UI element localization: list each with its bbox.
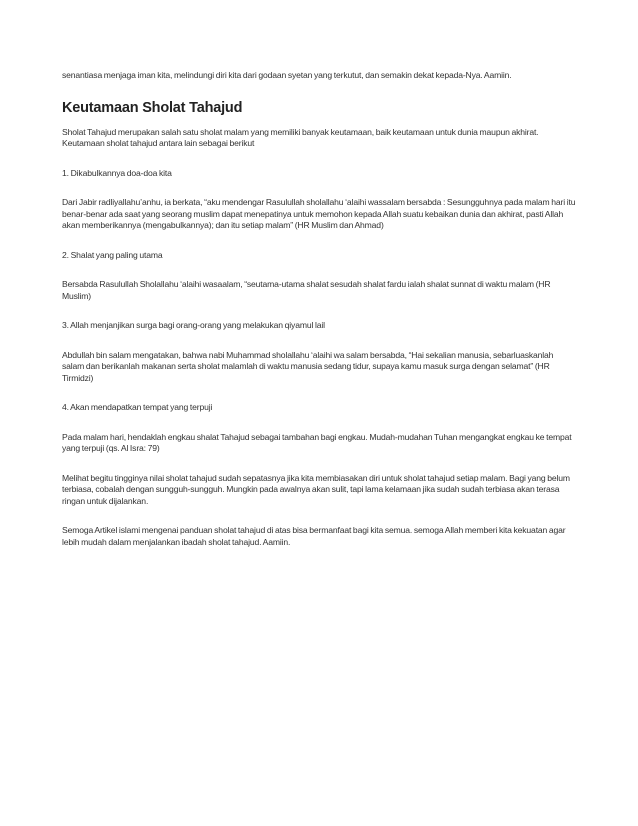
point-1-body: Dari Jabir radliyallahu’anhu, ia berkata, “aku mendengar Rasulullah sholallahu ‘alaihi wassalam bersabda : Sesungguhnya pada malam hari itu benar-benar ada saat yang seorang muslim dapat menepatinya untuk memohon kepada Allah suatu kebaikan dunia dan akhirat, pasti Allah akan memberikannya (mengabulkannya); dan itu setiap malam” (HR Muslim dan Ahmad) xyxy=(62,197,576,230)
paragraph-intro: Sholat Tahajud merupakan salah satu sholat malam yang memiliki banyak keutamaan, baik keutamaan untuk dunia maupun akhirat. Keutamaan sholat tahajud antara lain sebagai berikut xyxy=(62,126,539,148)
document-page xyxy=(62,70,576,566)
closing-paragraph: Semoga Artikel islami mengenai panduan sholat tahajud di atas bisa bermanfaat bagi kita semua. semoga Allah memberi kita kekuatan agar lebih mudah dalam menjalankan ibadah sholat tahajud. Aamiin. xyxy=(62,525,566,547)
point-1-title: 1. Dikabulkannya doa-doa kita xyxy=(62,167,172,178)
point-2-body: Bersabda Rasulullah Sholallahu ‘alaihi wasaalam, “seutama-utama shalat sesudah shalat fardu ialah shalat sunnat di waktu malam (HR Muslim) xyxy=(62,279,551,301)
point-3-title: 3. Allah menjanjikan surga bagi orang-orang yang melakukan qiyamul lail xyxy=(62,320,325,330)
point-3-body: Abdullah bin salam mengatakan, bahwa nabi Muhammad sholallahu ‘alaihi wa salam bersabda, “Hai sekalian manusia, sebarluaskanlah salam dan berikanlah makanan serta sholat malamlah di waktu manusia sedang tidur, supaya kamu masuk surga dengan selamat” (HR Tirmidzi) xyxy=(62,349,554,383)
intro-paragraph: senantiasa menjaga iman kita, melindungi diri kita dari godaan syetan yang terkutut, dan semakin dekat kepada-Nya. Aamiin. xyxy=(62,70,512,80)
point-2-title: 2. Shalat yang paling utama xyxy=(62,249,163,260)
conclusion-paragraph: Melihat begitu tingginya nilai sholat tahajud sudah sepatasnya jika kita membiasakan diri untuk sholat tahajud setiap malam. Bagi yang belum terbiasa, cobalah dengan sungguh-sungguh. Mungkin pada awalnya akan sulit, tapi lama kelamaan jika sudah sudah terbiasa akan terasa ringan untuk dijalankan. xyxy=(62,472,570,506)
point-4-title: 4. Akan mendapatkan tempat yang terpuji xyxy=(62,402,213,412)
section-heading: Keutamaan Sholat Tahajud xyxy=(62,99,243,116)
point-4-body: Pada malam hari, hendaklah engkau shalat Tahajud sebagai tambahan bagi engkau. Mudah-mudahan Tuhan mengangkat engkau ke tempat yang terpuji (qs. Al Isra: 79) xyxy=(62,431,572,453)
